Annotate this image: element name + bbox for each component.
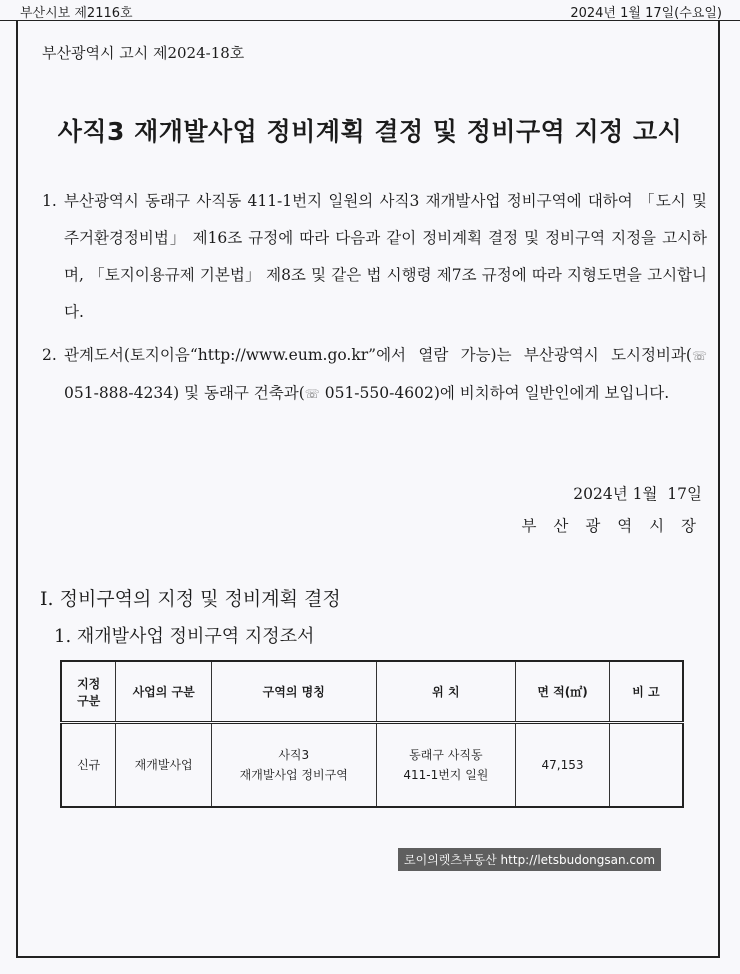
cell-type: 신규 [61,723,116,808]
table-header-row [61,661,683,723]
header-line: 구분 [77,693,101,708]
notice-number: 부산광역시 고시 제2024-18호 [42,44,245,62]
phone-icon: ☏ [691,349,707,363]
table-header: 비 고 [609,661,683,723]
paragraph-2 [42,337,707,413]
watermark: 로이의렛츠부동산 http://letsbudongsan.com [398,848,661,871]
cell-line: 동래구 사직동 [409,748,483,762]
table-header: 사업의 구분 [116,661,212,723]
table-header: 구역의 명칭 [211,661,376,723]
paragraph-2-text [64,337,707,413]
paragraph-1-text: 부산광역시 동래구 사직동 411-1번지 일원의 사직3 재개발사업 정비구역에 대하여 「도시 및 주거환경정비법」 제16조 규정에 따라 다음과 같이 정비계획 결정 및 정비구역 지정을 고시하며, 「토지이용규제 기본법」 제8조 및 같은 법 시행령 제7조 규정에 따라 지형도면을 고시합니다. [64,192,707,321]
cell-area: 47,153 [516,723,610,808]
issuer: 부 산 광 역 시 장 [521,517,702,535]
cell-line: 411-1번지 일원 [403,768,489,782]
table-row [61,723,683,808]
gazette-header [0,0,740,21]
paragraph-1-number: 1. [42,192,57,210]
notice-date: 2024년 1월 17일 [573,485,702,503]
paragraph-2-number: 2. [42,346,57,364]
phone-icon: ☏ [304,387,320,401]
gazette-date: 2024년 1월 17일(수요일) [570,6,722,21]
designation-table [60,660,684,808]
table-header: 면 적(㎡) [516,661,610,723]
cell-note [609,723,683,808]
cell-name [211,723,376,808]
page-title: 사직3 재개발사업 정비계획 결정 및 정비구역 지정 고시 [57,117,683,146]
paragraph-2-text-c: 051-550-4602)에 비치하여 일반인에게 보입니다. [319,384,670,402]
paragraph-2-text-a: 관계도서(토지이음“http://www.eum.go.kr”에서 열람 가능)는 부산광역시 도시정비과( [64,346,692,364]
section-heading: I. 정비구역의 지정 및 정비계획 결정 [40,588,341,610]
paragraph-2-text-b: 051-888-4234) 및 동래구 건축과( [64,384,305,402]
table-header [61,661,116,723]
cell-business: 재개발사업 [116,723,212,808]
subsection-heading: 1. 재개발사업 정비구역 지정조서 [54,626,315,647]
paragraph-1 [42,183,707,331]
cell-line: 사직3 [278,748,310,762]
cell-location [376,723,516,808]
header-line: 지정 [77,676,101,691]
table-header: 위 치 [376,661,516,723]
gazette-issue: 부산시보 제2116호 [20,6,133,21]
cell-line: 재개발사업 정비구역 [239,768,348,782]
